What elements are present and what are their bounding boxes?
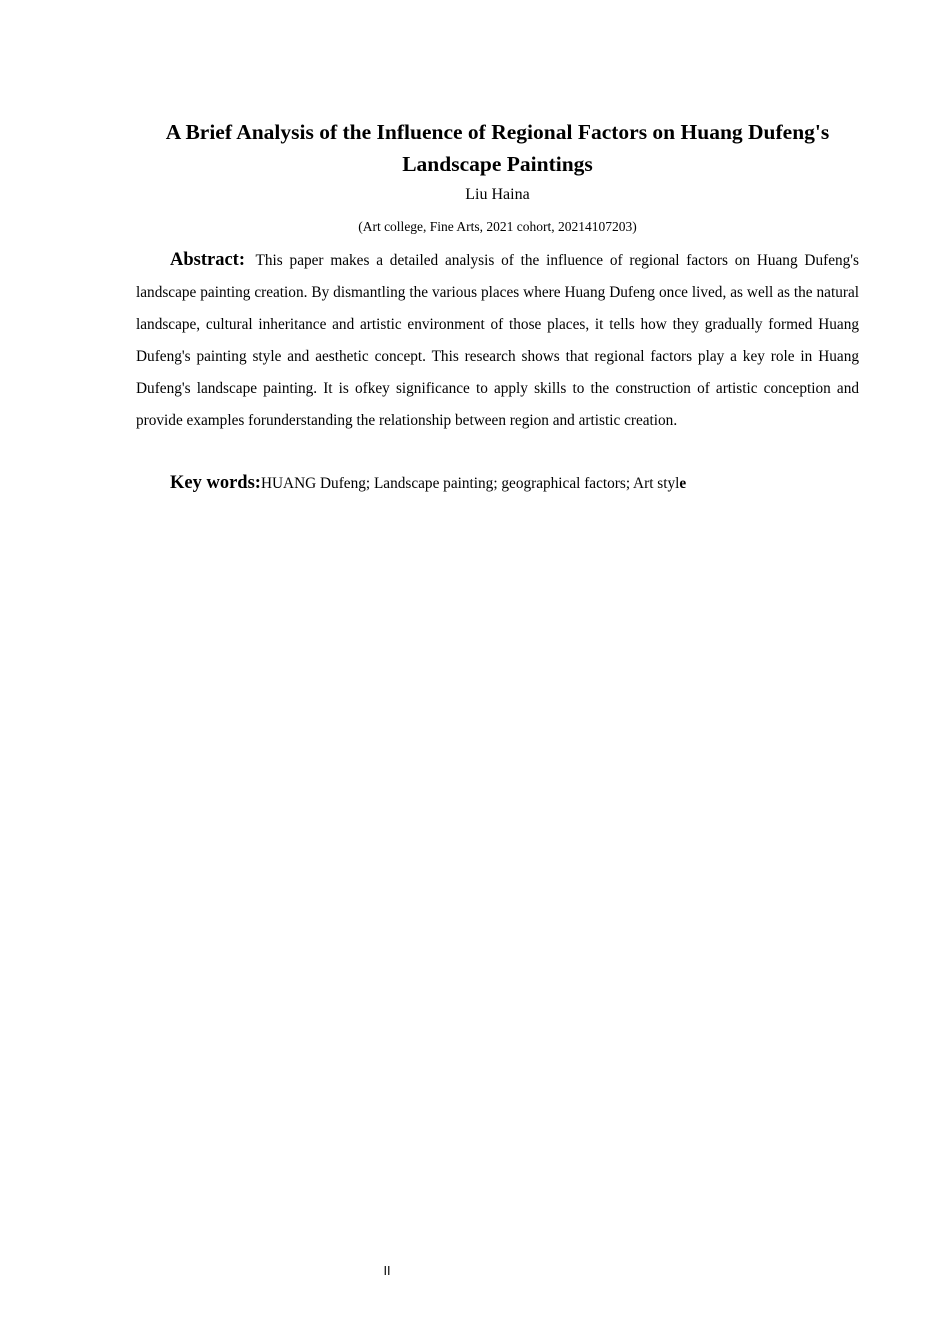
abstract-text: This paper makes a detailed analysis of the influence of regional factors on Huang Dufeng's landscape painting creation. By dismantling the various places where Huang Dufeng once lived, as well as the natural landscape, cultural inheritance and artistic environment of those places, it tells how they gradually formed Huang Dufeng's painting style and aesthetic concept. This research shows that regional factors play a key role in Huang Dufeng's landscape painting. It is ofkey significance to apply skills to the construction of artistic conception and provide examples forunderstanding the relationship between region and artistic creation. [136, 252, 859, 429]
page-number: II [383, 1264, 391, 1278]
keywords-label: Key words: [170, 473, 261, 493]
keywords-text: HUANG Dufeng; Landscape painting; geographical factors; Art styl [260, 475, 680, 492]
abstract-label: Abstract: [170, 250, 246, 270]
keywords-paragraph [136, 468, 859, 499]
author-affiliation: (Art college, Fine Arts, 2021 cohort, 20214107203) [358, 219, 637, 234]
abstract-paragraph [136, 244, 859, 437]
author-name: Liu Haina [465, 186, 530, 203]
paper-title: A Brief Analysis of the Influence of Regional Factors on Huang Dufeng's Landscape Paintings [165, 120, 830, 176]
keywords-text-tail: e [679, 475, 687, 492]
